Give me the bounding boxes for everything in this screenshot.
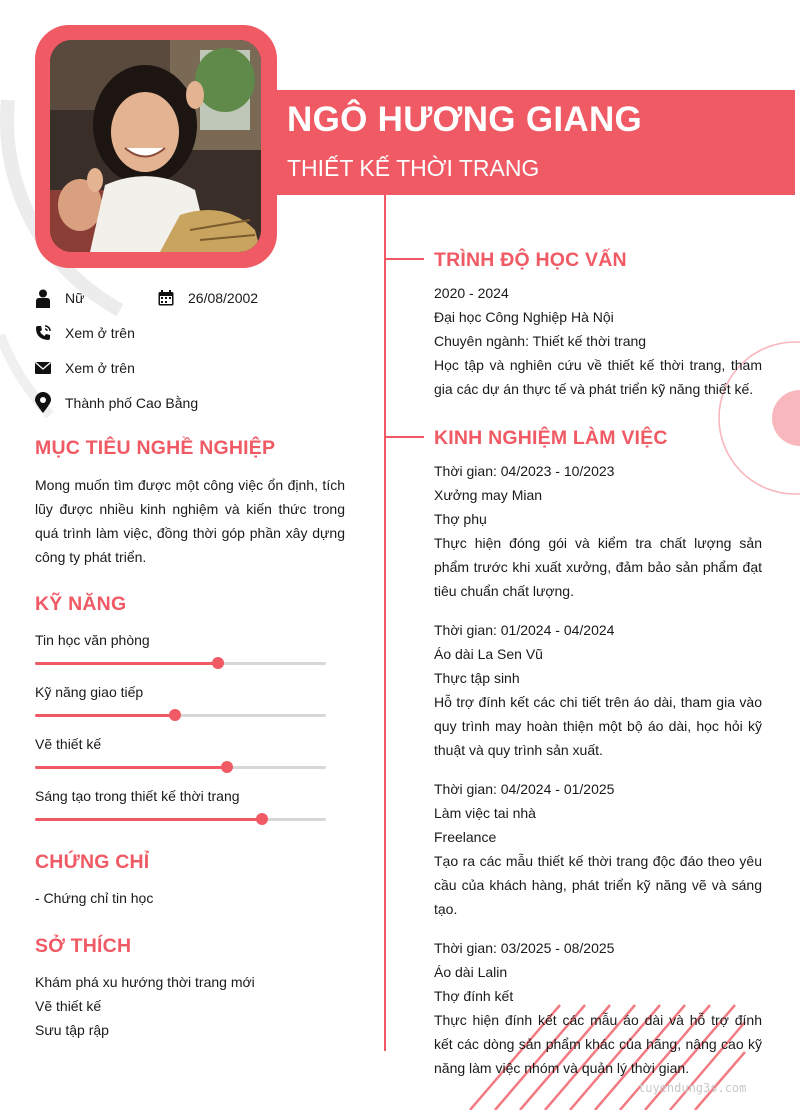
experience-position: Freelance	[434, 829, 497, 845]
experience-period: Thời gian: 04/2024 - 01/2025	[434, 781, 615, 797]
contact-address	[35, 393, 198, 413]
experience-description: Tạo ra các mẫu thiết kế thời trang độc đáo theo yêu cầu của khách hàng, phát triển kỹ năng vẽ và sáng tạo.	[434, 853, 762, 917]
location-pin-icon	[35, 393, 51, 413]
skills-heading: KỸ NĂNG	[35, 593, 127, 615]
skill-bar-knob	[169, 709, 181, 721]
experience-company: Xưởng may Mian	[434, 487, 543, 503]
hobby-item: Sưu tập rập	[35, 1022, 109, 1038]
education-major: Chuyên ngành: Thiết kế thời trang	[434, 333, 647, 349]
experience-period: Thời gian: 03/2025 - 08/2025	[434, 940, 615, 956]
timeline-marker	[384, 436, 424, 438]
education-heading: TRÌNH ĐỘ HỌC VẤN	[434, 249, 627, 271]
experience-heading: KINH NGHIỆM LÀM VIỆC	[434, 427, 668, 449]
timeline-marker	[384, 258, 424, 260]
address-text: Thành phố Cao Bằng	[65, 395, 199, 411]
contact-birthday	[158, 288, 258, 308]
calendar-icon	[158, 288, 174, 308]
education-school: Đại học Công Nghiệp Hà Nội	[434, 309, 614, 325]
skill-label: Tin học văn phòng	[35, 632, 150, 648]
certificate-item: - Chứng chỉ tin học	[35, 890, 154, 906]
skill-bar	[35, 818, 326, 821]
education-entry	[434, 281, 762, 401]
experience-position: Thợ đính kết	[434, 988, 514, 1004]
phone-text: Xem ở trên	[65, 325, 135, 341]
skill-bar	[35, 766, 326, 769]
hobby-item: Vẽ thiết kế	[35, 998, 102, 1014]
skill-bar-fill	[35, 714, 175, 717]
skill-bar-fill	[35, 766, 227, 769]
contact-phone	[35, 323, 135, 343]
experience-description: Thực hiện đóng gói và kiểm tra chất lượng sản phẩm trước khi xuất xưởng, đảm bảo sản phẩm đạt tiêu chuẩn chất lượng.	[434, 535, 762, 599]
decorative-half-circle	[772, 390, 800, 446]
skill-bar-fill	[35, 818, 262, 821]
experience-description: Thực hiện đính kết các mẫu áo dài và hỗ trợ đính kết các dòng sản phẩm khác của hãng, nâng cao kỹ năng làm việc nhóm và quản lý thời gian.	[434, 1012, 762, 1076]
experience-period: Thời gian: 04/2023 - 10/2023	[434, 463, 615, 479]
skill-bar	[35, 714, 326, 717]
education-period: 2020 - 2024	[434, 285, 509, 301]
skill-bar	[35, 662, 326, 665]
person-icon	[35, 288, 51, 308]
objective-text: Mong muốn tìm được một công việc ổn định, tích lũy được nhiều kinh nghiệm và kiến thức trong quá trình làm việc, đồng thời góp phần xây dựng công ty phát triển.	[35, 477, 345, 565]
skill-bar-fill	[35, 662, 218, 665]
profile-photo	[50, 40, 261, 252]
watermark: tuyendung3s.com	[638, 1081, 747, 1095]
phone-icon	[35, 323, 51, 343]
hobbies-heading: SỞ THÍCH	[35, 935, 132, 957]
contact-email	[35, 358, 135, 378]
job-title: THIẾT KẾ THỜI TRANG	[287, 155, 540, 181]
skill-label: Sáng tạo trong thiết kế thời trang	[35, 788, 240, 804]
skill-label: Kỹ năng giao tiếp	[35, 684, 144, 700]
experience-period: Thời gian: 01/2024 - 04/2024	[434, 622, 615, 638]
contact-gender	[35, 288, 84, 308]
skill-bar-knob	[221, 761, 233, 773]
experience-entry	[434, 618, 762, 762]
experience-position: Thực tập sinh	[434, 670, 520, 686]
objective-heading: MỤC TIÊU NGHỀ NGHIỆP	[35, 437, 276, 459]
experience-company: Làm việc tai nhà	[434, 805, 536, 821]
skill-label: Vẽ thiết kế	[35, 736, 102, 752]
education-description: Học tập và nghiên cứu về thiết kế thời trang, tham gia các dự án thực tế và phát triển kỹ năng thiết kế.	[434, 357, 762, 397]
experience-company: Áo dài Lalin	[434, 964, 508, 980]
experience-position: Thợ phụ	[434, 511, 487, 527]
email-text: Xem ở trên	[65, 360, 135, 376]
experience-entry	[434, 459, 762, 603]
birthday-text: 26/08/2002	[188, 290, 259, 306]
timeline-line	[384, 195, 386, 1051]
skill-bar-knob	[256, 813, 268, 825]
gender-text: Nữ	[65, 290, 85, 306]
experience-company: Áo dài La Sen Vũ	[434, 646, 543, 662]
hobby-item: Khám phá xu hướng thời trang mới	[35, 974, 255, 990]
experience-entry	[434, 777, 762, 921]
certificates-heading: CHỨNG CHỈ	[35, 851, 150, 873]
experience-entry	[434, 936, 762, 1080]
candidate-name: NGÔ HƯƠNG GIANG	[287, 100, 643, 139]
experience-description: Hỗ trợ đính kết các chi tiết trên áo dài, tham gia vào quy trình may hoàn thiện một bộ áo dài, học hỏi kỹ thuật và quy trình sản xuất.	[434, 694, 762, 758]
email-icon	[35, 358, 51, 378]
